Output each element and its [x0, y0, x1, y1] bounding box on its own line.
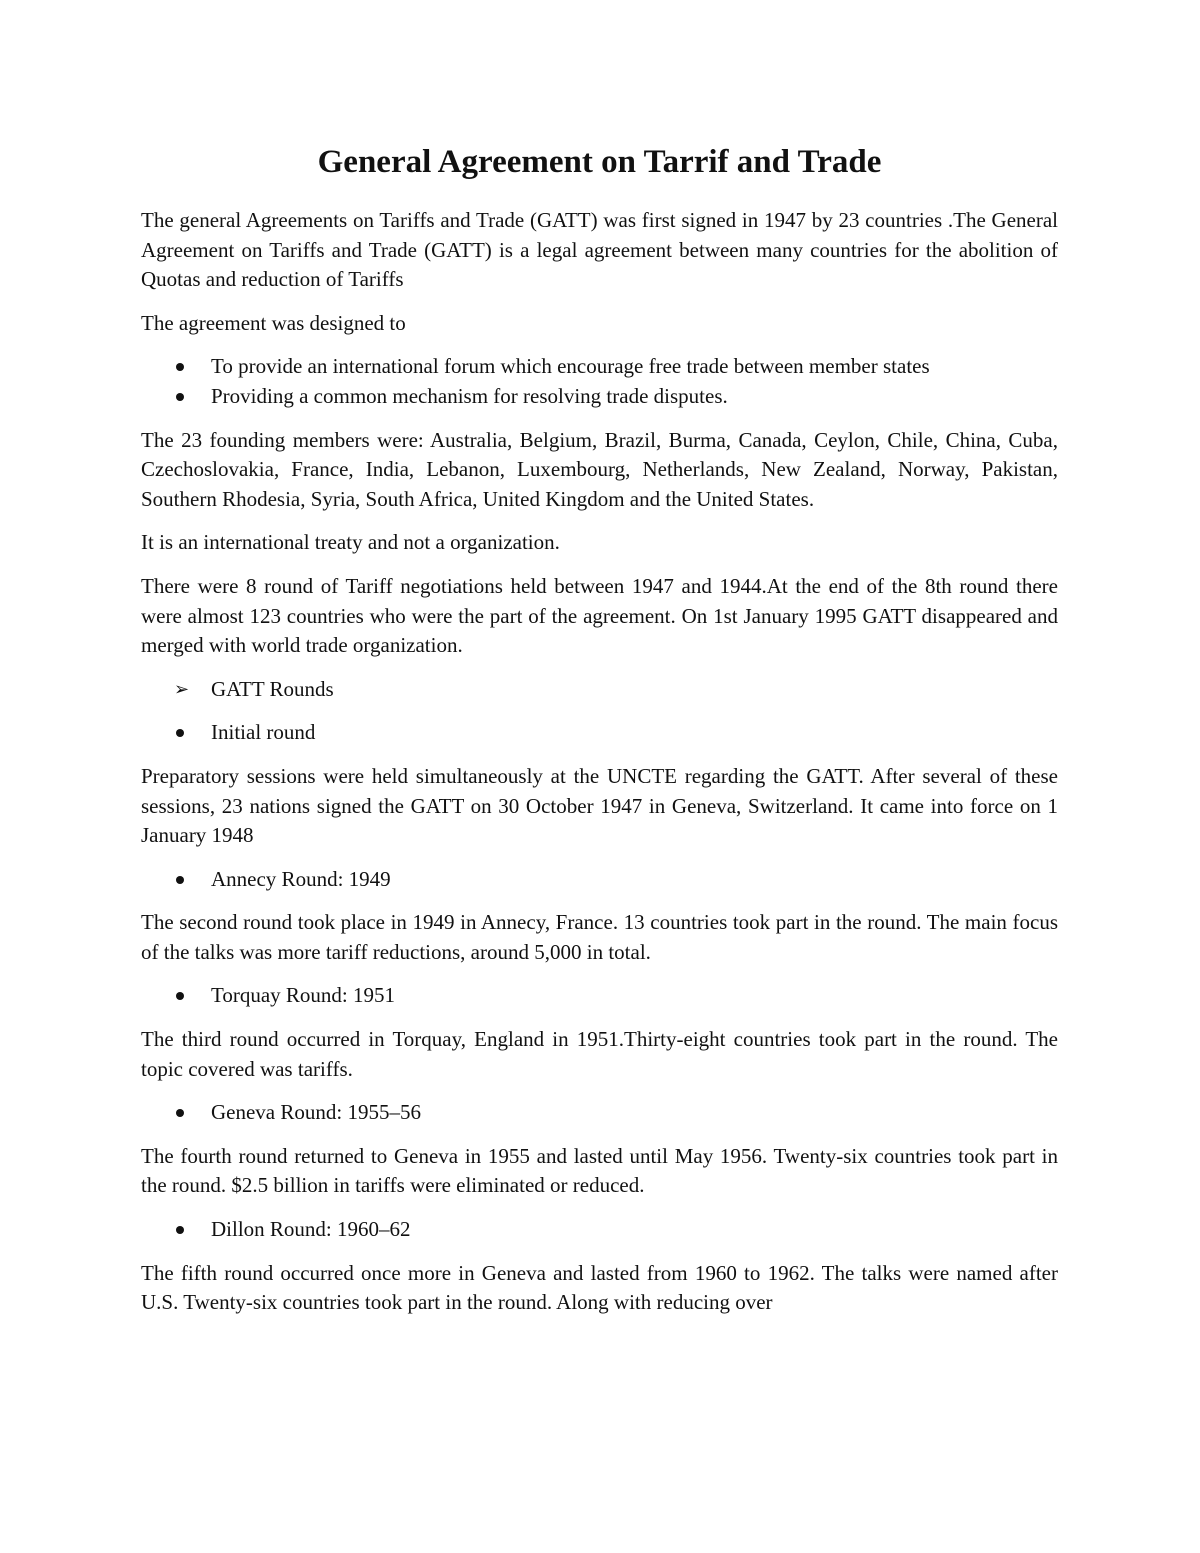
round-heading-list [141, 718, 1058, 748]
rounds-summary-paragraph: There were 8 round of Tariff negotiations held between 1947 and 1944.At the end of the 8th round there were almost 123 countries who were the part of the agreement. On 1st January 1995 GATT disappeared and merged with world trade organization. [141, 573, 1058, 658]
list-item [141, 675, 1058, 705]
document-title: General Agreement on Tarrif and Trade [317, 144, 882, 180]
design-points-list [141, 352, 1058, 411]
round-heading-list [141, 1098, 1058, 1128]
round-paragraph: The fifth round occurred once more in Geneva and lasted from 1960 to 1962. The talks were named after U.S. Twenty-six countries took part in the round. Along with reducing over [141, 1260, 1058, 1315]
bullet-icon [176, 729, 184, 737]
round-paragraph: The third round occurred in Torquay, England in 1951.Thirty-eight countries took part in the round. The topic covered was tariffs. [141, 1027, 1058, 1081]
list-item-text: To provide an international forum which encourage free trade between member states [211, 354, 930, 379]
round-heading [141, 865, 1058, 895]
treaty-note-paragraph: It is an international treaty and not a organization. [141, 530, 560, 555]
round-name: Geneva Round: 1955–56 [211, 1100, 421, 1125]
bullet-icon [176, 1226, 184, 1234]
round-heading [141, 718, 1058, 748]
round-paragraph: The second round took place in 1949 in Annecy, France. 13 countries took part in the round. The main focus of the talks was more tariff reductions, around 5,000 in total. [141, 910, 1058, 964]
bullet-icon [176, 393, 184, 401]
rounds-heading-list [141, 675, 1058, 705]
round-paragraph: Preparatory sessions were held simultaneously at the UNCTE regarding the GATT. After several of these sessions, 23 nations signed the GATT on 30 October 1947 in Geneva, Switzerland. It came into force on 1 January 1948 [141, 763, 1058, 848]
designed-to-paragraph: The agreement was designed to [141, 310, 406, 335]
list-item-text: Providing a common mechanism for resolving trade disputes. [211, 383, 728, 408]
document-page [141, 142, 1058, 1332]
round-heading [141, 981, 1058, 1011]
round-heading [141, 1098, 1058, 1128]
rounds-heading: GATT Rounds [211, 676, 334, 701]
round-heading-list [141, 1215, 1058, 1245]
founding-members-paragraph: The 23 founding members were: Australia, Belgium, Brazil, Burma, Canada, Ceylon, Chile, China, Cuba, Czechoslovakia, France, India, Lebanon, Luxembourg, Netherlands, New Zealand, Norway, Pakistan, Southern Rhodesia, Syria, South Africa, United Kingdom and the United States. [141, 427, 1058, 511]
round-name: Annecy Round: 1949 [211, 866, 391, 891]
bullet-icon [176, 1109, 184, 1117]
bullet-icon [176, 992, 184, 1000]
bullet-icon [176, 876, 184, 884]
round-paragraph: The fourth round returned to Geneva in 1955 and lasted until May 1956. Twenty-six countries took part in the round. $2.5 billion in tariffs were eliminated or reduced. [141, 1143, 1058, 1198]
list-item [141, 382, 1058, 412]
round-name: Dillon Round: 1960–62 [211, 1217, 411, 1242]
intro-paragraph: The general Agreements on Tariffs and Trade (GATT) was first signed in 1947 by 23 countries .The General Agreement on Tariffs and Trade (GATT) is a legal agreement between many countries for the abolition of Quotas and reduction of Tariffs [141, 208, 1058, 292]
round-heading [141, 1215, 1058, 1245]
round-name: Initial round [211, 720, 316, 745]
bullet-icon [176, 363, 184, 371]
round-heading-list [141, 981, 1058, 1011]
round-name: Torquay Round: 1951 [211, 983, 396, 1008]
round-heading-list [141, 865, 1058, 895]
list-item [141, 352, 1058, 382]
arrow-bullet-icon: ➢ [174, 678, 190, 700]
